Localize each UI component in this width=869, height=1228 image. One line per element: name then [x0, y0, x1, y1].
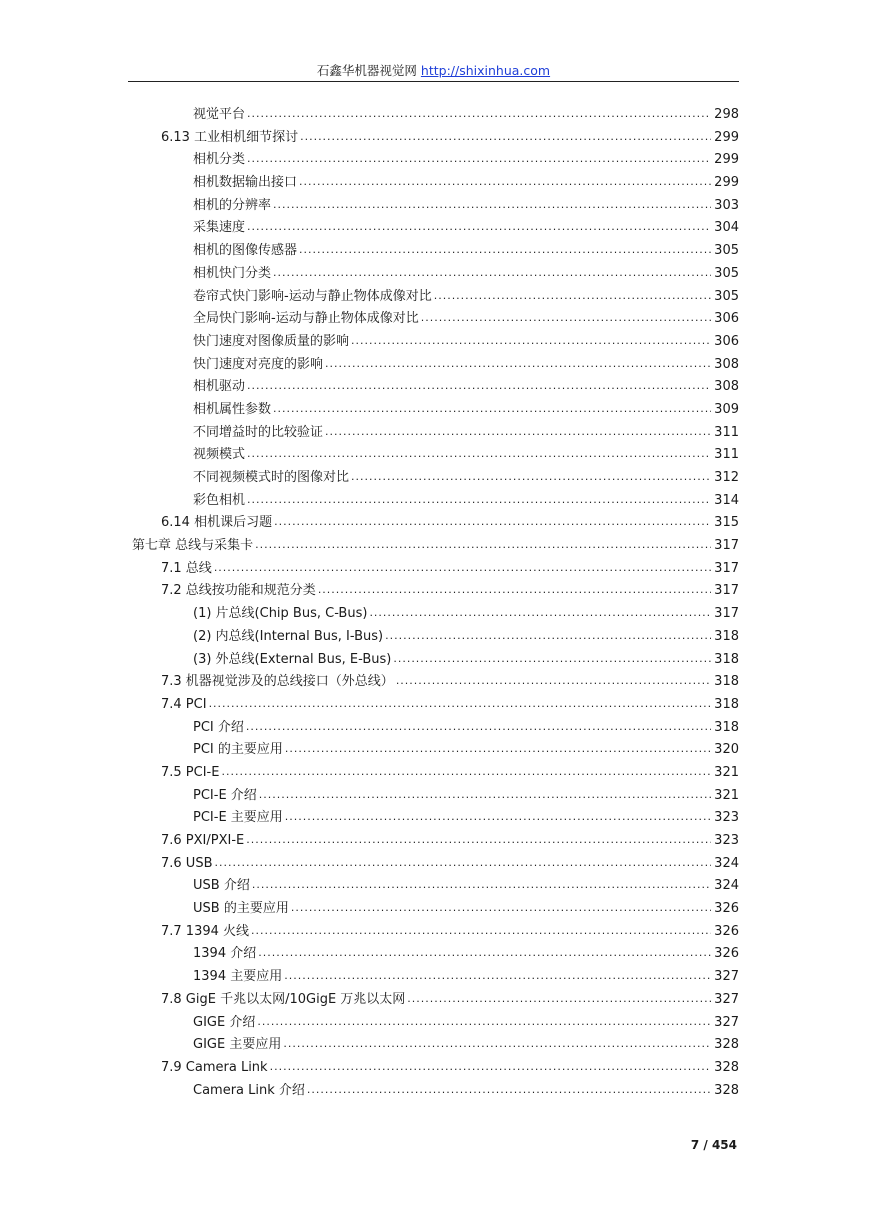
- toc-entry-title: 相机快门分类: [193, 265, 272, 281]
- toc-dot-leader: [307, 1079, 711, 1102]
- toc-dot-leader: [246, 716, 711, 739]
- toc-dot-leader: [221, 761, 711, 784]
- toc-dot-leader: [214, 557, 711, 580]
- toc-dot-leader: [246, 829, 711, 852]
- toc-entry-page: 308: [714, 356, 739, 372]
- toc-entry-title: 卷帘式快门影响-运动与静止物体成像对比: [193, 288, 432, 304]
- toc-dot-leader: [258, 942, 711, 965]
- toc-entry-title: 视觉平台: [193, 107, 246, 122]
- toc-dot-leader: [247, 148, 711, 171]
- toc-entry[interactable]: [128, 1012, 739, 1035]
- toc-entry-title: 不同增益时的比较验证: [193, 424, 324, 440]
- toc-entry-page: 318: [714, 719, 739, 735]
- toc-dot-leader: [273, 262, 711, 285]
- toc-entry-page: 324: [714, 855, 739, 871]
- toc-entry-title: 相机的分辨率: [193, 197, 272, 213]
- page-number: 7 / 454: [690, 1138, 737, 1152]
- toc-entry-title: 快门速度对亮度的影响: [193, 356, 324, 372]
- toc-entry-page: 328: [714, 1037, 739, 1053]
- toc-entry[interactable]: [128, 694, 739, 717]
- toc-dot-leader: [285, 806, 711, 829]
- toc-dot-leader: [247, 103, 711, 126]
- toc-dot-leader: [273, 194, 711, 217]
- toc-entry-page: 317: [714, 583, 739, 599]
- toc-entry[interactable]: [128, 354, 739, 377]
- toc-dot-leader: [273, 398, 711, 421]
- toc-entry-page: 321: [714, 787, 739, 803]
- toc-dot-leader: [299, 171, 711, 194]
- toc-entry[interactable]: [128, 172, 739, 195]
- toc-entry[interactable]: [128, 943, 739, 966]
- page-header: [128, 61, 739, 82]
- toc-entry-page: 311: [714, 424, 739, 440]
- toc-dot-leader: [284, 965, 711, 988]
- toc-entry-title: 全局快门影响-运动与静止物体成像对比: [193, 311, 419, 327]
- toc-entry-page: 324: [714, 878, 739, 894]
- toc-entry-title: GIGE 主要应用: [193, 1037, 282, 1053]
- toc-dot-leader: [325, 353, 711, 376]
- toc-entry[interactable]: [128, 739, 739, 762]
- toc-entry[interactable]: [128, 217, 739, 240]
- toc-entry[interactable]: [128, 921, 739, 944]
- toc-dot-leader: [300, 126, 711, 149]
- toc-entry-title: (1) 片总线(Chip Bus, C-Bus): [193, 606, 368, 622]
- toc-entry-title: 不同视频模式时的图像对比: [193, 470, 350, 485]
- toc-entry-title: GIGE 介绍: [193, 1014, 256, 1030]
- toc-entry[interactable]: [128, 308, 739, 331]
- toc-dot-leader: [283, 1033, 711, 1056]
- toc-entry[interactable]: [128, 195, 739, 218]
- toc-entry-page: 326: [714, 901, 739, 917]
- toc-entry[interactable]: [128, 989, 739, 1012]
- toc-entry[interactable]: [128, 1080, 739, 1103]
- toc-dot-leader: [274, 511, 711, 534]
- toc-entry-title: USB 的主要应用: [193, 901, 289, 917]
- toc-entry-title: PCI-E 主要应用: [193, 810, 283, 826]
- toc-entry-page: 298: [714, 107, 739, 122]
- toc-entry[interactable]: [128, 898, 739, 921]
- toc-entry-page: 305: [714, 243, 739, 259]
- toc-entry-title: 7.7 1394 火线: [161, 923, 250, 939]
- toc-entry[interactable]: [128, 762, 739, 785]
- toc-entry-title: 6.13 工业相机细节探讨: [161, 129, 299, 145]
- toc-dot-leader: [291, 897, 711, 920]
- toc-entry-page: 299: [714, 175, 739, 191]
- toc-entry-page: 317: [714, 538, 739, 554]
- toc-entry-title: 6.14 相机课后习题: [161, 515, 273, 531]
- toc-entry-page: 318: [714, 628, 739, 644]
- toc-entry-page: 304: [714, 220, 739, 236]
- toc-entry-title: 采集速度: [193, 220, 246, 236]
- toc-dot-leader: [385, 625, 711, 648]
- toc-dot-leader: [270, 1056, 711, 1079]
- toc-dot-leader: [247, 489, 711, 512]
- toc-entry[interactable]: [128, 490, 739, 513]
- toc-entry-page: 299: [714, 129, 739, 145]
- toc-dot-leader: [247, 443, 711, 466]
- toc-entry-title: 7.9 Camera Link: [161, 1059, 268, 1075]
- toc-dot-leader: [351, 466, 711, 489]
- toc-entry[interactable]: [128, 467, 739, 490]
- toc-entry-title: 彩色相机: [193, 492, 246, 508]
- toc-entry-title: 第七章 总线与采集卡: [132, 538, 254, 554]
- toc-entry-page: 299: [714, 152, 739, 168]
- toc-entry-title: 7.4 PCI: [161, 696, 207, 712]
- toc-entry-page: 326: [714, 923, 739, 939]
- toc-entry-page: 317: [714, 560, 739, 576]
- toc-entry-page: 327: [714, 969, 739, 985]
- toc-entry[interactable]: [128, 1034, 739, 1057]
- toc-dot-leader: [209, 693, 711, 716]
- toc-entry-title: PCI-E 介绍: [193, 787, 257, 803]
- toc-entry[interactable]: [128, 649, 739, 672]
- toc-entry-page: 308: [714, 379, 739, 395]
- toc-entry[interactable]: [128, 1057, 739, 1080]
- toc-entry-title: 相机的图像传感器: [193, 243, 298, 259]
- toc-entry-page: 306: [714, 333, 739, 349]
- toc-entry[interactable]: [128, 422, 739, 445]
- toc-entry-title: 相机分类: [193, 152, 246, 168]
- toc-entry-page: 326: [714, 946, 739, 962]
- toc-entry-page: 321: [714, 764, 739, 780]
- toc-entry[interactable]: [128, 444, 739, 467]
- toc-entry-title: 视频模式: [193, 447, 246, 463]
- toc-entry[interactable]: [128, 240, 739, 263]
- toc-dot-leader: [407, 988, 711, 1011]
- toc-entry-title: 7.5 PCI-E: [161, 764, 220, 780]
- toc-entry[interactable]: [128, 104, 739, 127]
- toc-dot-leader: [421, 307, 711, 330]
- toc-entry[interactable]: [128, 875, 739, 898]
- toc-entry[interactable]: [128, 376, 739, 399]
- toc-entry-title: 相机属性参数: [193, 401, 272, 417]
- toc-dot-leader: [215, 852, 712, 875]
- toc-entry-page: 318: [714, 696, 739, 712]
- toc-entry-page: 323: [714, 833, 739, 848]
- toc-entry[interactable]: [128, 785, 739, 808]
- toc-entry-page: 314: [714, 492, 739, 508]
- toc-entry-title: 相机数据输出接口: [193, 175, 298, 191]
- toc-dot-leader: [252, 874, 711, 897]
- toc-entry[interactable]: [128, 966, 739, 989]
- toc-entry[interactable]: [128, 558, 739, 581]
- toc-entry[interactable]: [128, 717, 739, 740]
- toc-entry[interactable]: [128, 331, 739, 354]
- toc-dot-leader: [255, 534, 711, 557]
- toc-entry[interactable]: [128, 127, 739, 150]
- toc-entry[interactable]: [128, 512, 739, 535]
- toc-entry-page: 317: [714, 606, 739, 622]
- toc-dot-leader: [351, 330, 711, 353]
- toc-entry-page: 311: [714, 447, 739, 463]
- toc-entry-title: 7.6 USB: [161, 855, 213, 871]
- toc-dot-leader: [396, 670, 711, 693]
- toc-dot-leader: [299, 239, 711, 262]
- toc-entry-title: 快门速度对图像质量的影响: [193, 333, 350, 349]
- toc-entry[interactable]: [128, 671, 739, 694]
- toc-entry[interactable]: [128, 853, 739, 876]
- toc-entry-page: 327: [714, 991, 739, 1007]
- toc-dot-leader: [257, 1011, 711, 1034]
- toc-entry[interactable]: [128, 535, 739, 558]
- toc-entry[interactable]: [128, 830, 739, 853]
- toc-entry-page: 315: [714, 515, 739, 531]
- toc-entry-page: 318: [714, 674, 739, 690]
- toc-dot-leader: [285, 738, 711, 761]
- toc-entry-title: USB 介绍: [193, 878, 250, 894]
- toc-entry-page: 318: [714, 651, 739, 667]
- toc-dot-leader: [318, 579, 711, 602]
- toc-entry-title: 相机驱动: [193, 379, 246, 395]
- header-site-link[interactable]: http://shixinhua.com: [420, 63, 551, 78]
- toc-entry-title: 1394 介绍: [193, 946, 257, 962]
- toc-entry-title: Camera Link 介绍: [193, 1082, 305, 1098]
- toc-entry-page: 309: [714, 401, 739, 417]
- toc-entry-page: 305: [714, 288, 739, 304]
- toc-entry-title: PCI 的主要应用: [193, 742, 283, 758]
- toc-entry-page: 303: [714, 197, 739, 213]
- toc-entry-title: 7.3 机器视觉涉及的总线接口（外总线）: [161, 674, 394, 690]
- toc-entry[interactable]: [128, 626, 739, 649]
- header-site-name: 石鑫华机器视觉网: [316, 63, 417, 78]
- toc-dot-leader: [434, 285, 711, 308]
- toc-entry-page: 328: [714, 1082, 739, 1098]
- table-of-contents: [128, 104, 739, 1102]
- toc-dot-leader: [369, 602, 711, 625]
- toc-entry-page: 320: [714, 742, 739, 758]
- toc-dot-leader: [393, 648, 711, 671]
- toc-entry[interactable]: [128, 807, 739, 830]
- toc-dot-leader: [325, 421, 711, 444]
- toc-entry-title: 7.2 总线按功能和规范分类: [161, 583, 316, 599]
- toc-entry-page: 305: [714, 265, 739, 281]
- toc-entry-title: PCI 介绍: [193, 719, 244, 735]
- toc-entry[interactable]: [128, 603, 739, 626]
- toc-dot-leader: [247, 216, 711, 239]
- toc-entry-title: 1394 主要应用: [193, 969, 283, 985]
- toc-entry[interactable]: [128, 263, 739, 286]
- toc-entry-title: (3) 外总线(External Bus, E-Bus): [193, 651, 392, 667]
- toc-entry-page: 327: [714, 1014, 739, 1030]
- toc-entry-page: 312: [714, 470, 739, 485]
- toc-entry-title: 7.1 总线: [161, 560, 212, 576]
- toc-entry-title: (2) 内总线(Internal Bus, I-Bus): [193, 628, 384, 644]
- toc-entry-page: 306: [714, 311, 739, 327]
- toc-entry[interactable]: [128, 580, 739, 603]
- toc-dot-leader: [259, 784, 711, 807]
- toc-entry-title: 7.8 GigE 千兆以太网/10GigE 万兆以太网: [161, 991, 406, 1007]
- toc-entry[interactable]: [128, 286, 739, 309]
- toc-dot-leader: [247, 375, 711, 398]
- toc-entry[interactable]: [128, 149, 739, 172]
- toc-entry[interactable]: [128, 399, 739, 422]
- toc-dot-leader: [251, 920, 711, 943]
- toc-entry-page: 328: [714, 1059, 739, 1075]
- toc-entry-page: 323: [714, 810, 739, 826]
- toc-entry-title: 7.6 PXI/PXI-E: [161, 833, 245, 848]
